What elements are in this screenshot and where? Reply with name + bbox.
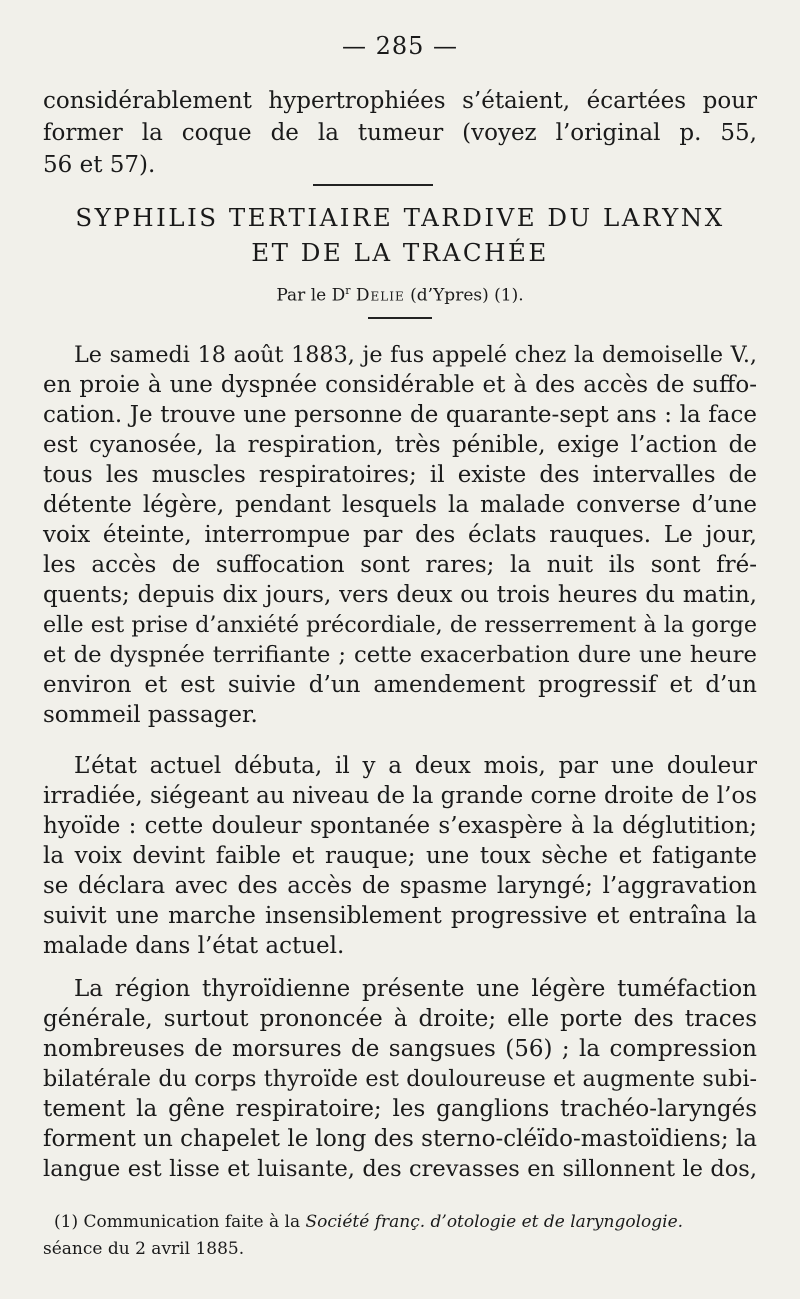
text-line: est cyanosée, la respiration, très pénible, exige l’action de xyxy=(43,432,757,458)
text-line: générale, surtout prononcée à droite; elle porte des traces xyxy=(43,1006,757,1032)
text-line: se déclara avec des accès de spasme laryngé; l’aggravation xyxy=(43,873,757,899)
text-line: La région thyroïdienne présente une légère tuméfaction xyxy=(74,976,757,1002)
text-line: quents; depuis dix jours, vers deux ou trois heures du matin, xyxy=(43,582,757,608)
byline-superscript: r xyxy=(345,284,351,297)
text-line: sommeil passager. xyxy=(43,702,258,728)
footnote-journal-name: Société franç. d’otologie et de laryngologie. xyxy=(305,1212,684,1232)
article-title-line-2: ET DE LA TRACHÉE xyxy=(251,238,549,267)
page-number: — 285 — xyxy=(341,32,459,60)
text-line: 56 et 57). xyxy=(43,152,156,178)
footnote-line: séance du 2 avril 1885. xyxy=(43,1239,245,1259)
text-line: tement la gêne respiratoire; les ganglions trachéo-laryngés xyxy=(43,1096,757,1122)
footnote-text: (1) Communication faite à la xyxy=(54,1212,306,1232)
article-byline xyxy=(0,284,800,306)
text-line: bilatérale du corps thyroïde est douloureuse et augmente subi- xyxy=(43,1066,757,1092)
text-line: elle est prise d’anxiété précordiale, de resserrement à la gorge xyxy=(43,612,757,638)
text-line: langue est lisse et luisante, des crevasses en sillonnent le dos, xyxy=(43,1156,757,1182)
text-line: forment un chapelet le long des sterno-cléïdo-mastoïdiens; la xyxy=(43,1126,757,1152)
text-line: malade dans l’état actuel. xyxy=(43,933,345,959)
text-line: cation. Je trouve une personne de quarante-sept ans : la face xyxy=(43,402,757,428)
text-line: Le samedi 18 août 1883, je fus appelé chez la demoiselle V., xyxy=(74,342,757,368)
text-line: former la coque de la tumeur (voyez l’original p. 55, xyxy=(43,120,757,146)
text-line: voix éteinte, interrompue par des éclats rauques. Le jour, xyxy=(43,522,757,548)
heading-rule xyxy=(368,317,432,319)
text-line: tous les muscles respiratoires; il existe des intervalles de xyxy=(43,462,757,488)
text-line: détente légère, pendant lesquels la malade converse d’une xyxy=(43,492,757,518)
text-line: hyoïde : cette douleur spontanée s’exaspère à la déglutition; xyxy=(43,813,757,839)
footnote-line xyxy=(54,1209,757,1235)
text-line: environ et est suivie d’un amendement progressif et d’un xyxy=(43,672,757,698)
author-name: Delie xyxy=(355,285,405,306)
separator-rule xyxy=(313,184,433,186)
text-line: les accès de suffocation sont rares; la nuit ils sont fré- xyxy=(43,552,757,578)
text-line: suivit une marche insensiblement progressive et entraîna la xyxy=(43,903,757,929)
byline-suffix: (d’Ypres) (1). xyxy=(404,285,524,306)
byline-prefix: Par le D xyxy=(276,285,346,306)
text-line: nombreuses de morsures de sangsues (56) ; la compression xyxy=(43,1036,757,1062)
text-line: irradiée, siégeant au niveau de la grande corne droite de l’os xyxy=(43,783,758,809)
text-line: et de dyspnée terrifiante ; cette exacerbation dure une heure xyxy=(43,642,757,668)
text-line: considérablement hypertrophiées s’étaient, écartées pour xyxy=(43,88,757,114)
article-title-line-1: SYPHILIS TERTIAIRE TARDIVE DU LARYNX xyxy=(75,203,725,232)
text-line: L’état actuel débuta, il y a deux mois, par une douleur xyxy=(74,753,757,779)
text-line: la voix devint faible et rauque; une toux sèche et fatigante xyxy=(43,843,757,869)
text-line: en proie à une dyspnée considérable et à des accès de suffo- xyxy=(43,372,757,398)
